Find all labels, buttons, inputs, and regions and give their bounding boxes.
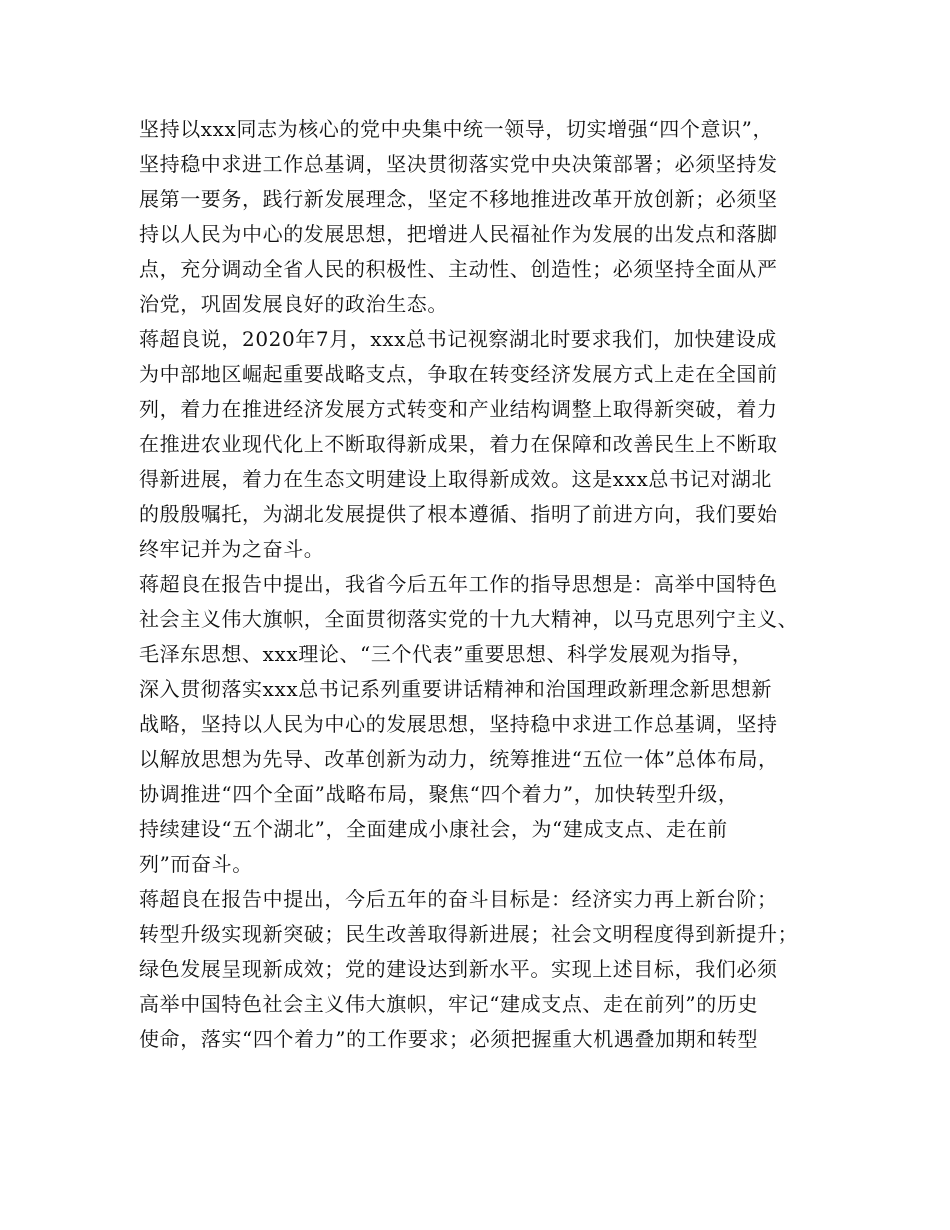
text-line: 战略，坚持以人民为中心的发展思想，坚持稳中求进工作总基调，坚持 <box>139 712 778 736</box>
text-line: 的殷殷嘱托，为湖北发展提供了根本遵循、指明了前进方向，我们要始 <box>139 502 778 526</box>
text-line: 为中部地区崛起重要战略支点，争取在转变经济发展方式上走在全国前 <box>139 362 778 386</box>
text-line: 以解放思想为先导、改革创新为动力，统筹推进“五位一体”总体布局， <box>139 747 779 771</box>
text-line: 治党，巩固发展良好的政治生态。 <box>139 292 448 316</box>
text-line: 高举中国特色社会主义伟大旗帜，牢记“建成支点、走在前列”的历史 <box>139 992 759 1016</box>
text-line: 协调推进“四个全面”战略布局，聚焦“四个着力”，加快转型升级， <box>139 782 739 806</box>
text-line: 蒋超良说，2020年7月，xxx总书记视察湖北时要求我们，加快建设成 <box>139 327 777 351</box>
text-line: 使命，落实“四个着力”的工作要求；必须把握重大机遇叠加期和转型 <box>139 1027 759 1051</box>
text-line: 在推进农业现代化上不断取得新成果，着力在保障和改善民生上不断取 <box>139 432 778 456</box>
text-line: 绿色发展呈现新成效；党的建设达到新水平。实现上述目标，我们必须 <box>139 957 778 981</box>
text-line: 得新进展，着力在生态文明建设上取得新成效。这是xxx总书记对湖北 <box>139 467 773 491</box>
text-line: 终牢记并为之奋斗。 <box>139 537 325 561</box>
text-line: 点，充分调动全省人民的积极性、主动性、创造性；必须坚持全面从严 <box>139 257 778 281</box>
text-line: 社会主义伟大旗帜，全面贯彻落实党的十九大精神，以马克思列宁主义、 <box>139 607 799 631</box>
text-line: 蒋超良在报告中提出，今后五年的奋斗目标是：经济实力再上新台阶； <box>139 887 778 911</box>
text-line: 持续建设“五个湖北”，全面建成小康社会，为“建成支点、走在前 <box>139 817 728 841</box>
text-line: 列”而奋斗。 <box>139 852 253 876</box>
text-line: 蒋超良在报告中提出，我省今后五年工作的指导思想是：高举中国特色 <box>139 572 778 596</box>
text-line: 坚持稳中求进工作总基调，坚决贯彻落实党中央决策部署；必须坚持发 <box>139 152 778 176</box>
text-line: 坚持以xxx同志为核心的党中央集中统一领导，切实增强“四个意识”， <box>139 117 774 141</box>
text-line: 毛泽东思想、xxx理论、“三个代表”重要思想、科学发展观为指导， <box>139 642 753 666</box>
text-line: 展第一要务，践行新发展理念，坚定不移地推进改革开放创新；必须坚 <box>139 187 778 211</box>
text-line: 持以人民为中心的发展思想，把增进人民福祉作为发展的出发点和落脚 <box>139 222 778 246</box>
document-body <box>139 112 819 1057</box>
text-line: 转型升级实现新突破；民生改善取得新进展；社会文明程度得到新提升； <box>139 922 799 946</box>
text-line: 列，着力在推进经济发展方式转变和产业结构调整上取得新突破，着力 <box>139 397 778 421</box>
text-line: 深入贯彻落实xxx总书记系列重要讲话精神和治国理政新理念新思想新 <box>139 677 773 701</box>
